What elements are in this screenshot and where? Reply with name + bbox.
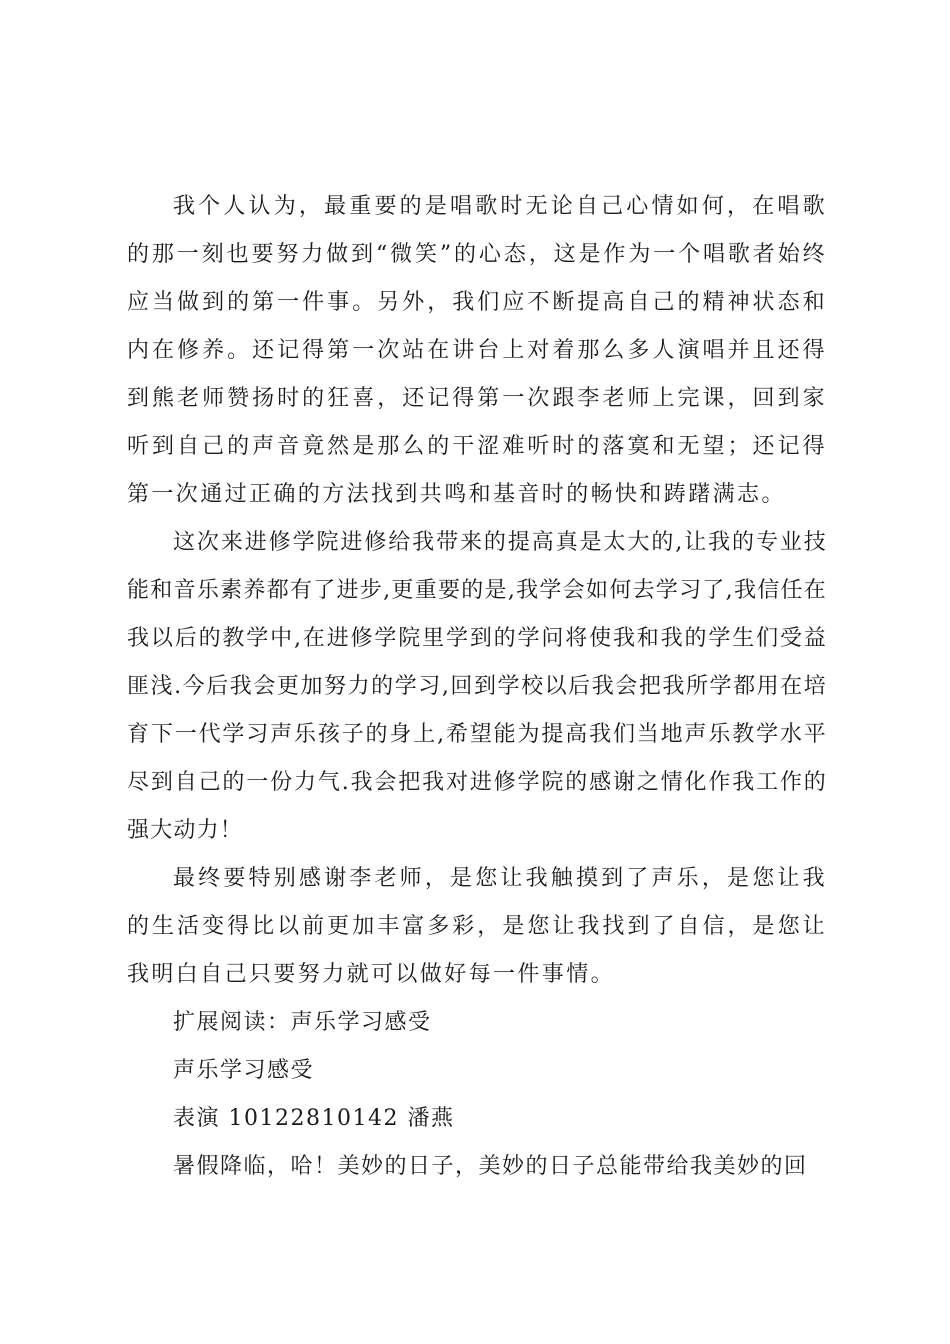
article-subtitle: 声乐学习感受: [173, 1058, 315, 1083]
paragraph-training-gains: 这次来进修学院进修给我带来的提高真是太大的,让我的专业技能和音乐素养都有了进步,更重要的是,我学会如何去学习了,我信任在我以后的教学中,在进修学院里学到的学问将使我和我的学生们受益匪浅.今后我会更加努力的学习,回到学校以后我会把我所学都用在培育下一代学习声乐孩子的身上,希望能为提高我们当地声乐教学水平尽到自己的一份力气.我会把我对进修学院的感谢之情化作我工作的强大动力！: [127, 530, 827, 843]
paragraph-smile-mindset: 我个人认为，最重要的是唱歌时无论自己心情如何，在唱歌的那一刻也要努力做到“微笑”的心态，这是作为一个唱歌者始终应当做到的第一件事。另外，我们应不断提高自己的精神状态和内在修养。还记得第一次站在讲台上对着那么多人演唱并且还得到熊老师赞扬时的狂喜，还记得第一次跟李老师上完课，回到家听到自己的声音竟然是那么的干涩难听时的落寞和无望；还记得第一次通过正确的方法找到共鸣和基音时的畅快和踌躇满志。: [127, 194, 827, 507]
author-line: 表演 10122810142 潘燕: [173, 1106, 455, 1131]
extended-reading-label: 扩展阅读：声乐学习感受: [173, 1010, 432, 1035]
document-body: [127, 183, 827, 1191]
paragraph-thanks-teacher: 最终要特别感谢李老师，是您让我触摸到了声乐，是您让我的生活变得比以前更加丰富多彩，是您让我找到了自信，是您让我明白自己只要努力就可以做好每一件事情。: [127, 866, 827, 987]
article-opening-line: 暑假降临，哈！美妙的日子，美妙的日子总能带给我美妙的回: [173, 1154, 808, 1179]
